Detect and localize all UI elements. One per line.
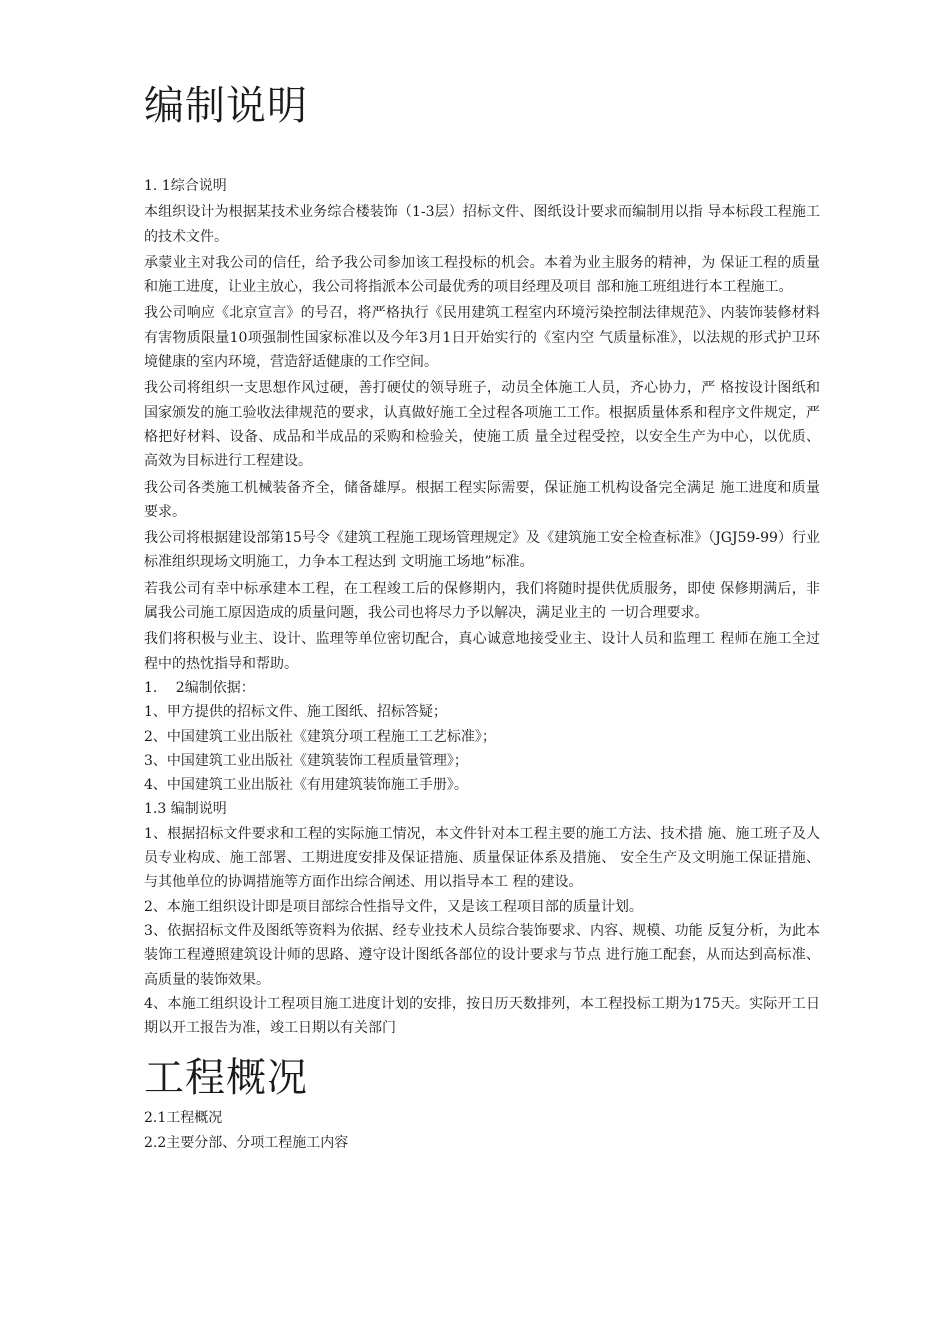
basis-item: 4、中国建筑工业出版社《有用建筑装饰施工手册》。 (144, 777, 468, 794)
overview-item: 2.2主要分部、分项工程施工内容 (144, 1134, 349, 1151)
basis-item: 2、中国建筑工业出版社《建筑分项工程施工工艺标准》； (144, 728, 496, 745)
section-title-compilation: 编制说明 (144, 83, 308, 129)
basis-item: 3、中国建筑工业出版社《建筑装饰工程质量管理》； (144, 752, 468, 769)
note-item: 2、本施工组织设计即是项目部综合性指导文件，又是该工程项目部的质量计划。 (144, 898, 643, 915)
paragraph: 我们将积极与业主、设计、监理等单位密切配合，真心诚意地接受业主、设计人员和监理工 程师在施工全过程中的热忱指导和帮助。 (144, 631, 820, 672)
subheading-general: 1. 1综合说明 (144, 178, 227, 194)
paragraph: 我公司响应《北京宣言》的号召，将严格执行《民用建筑工程室内环境污染控制法律规范》、内装饰装修材料有害物质限量10项强制性国家标准以及今年3月1日开始实行的《室内空 气质量标准》，以法规的形式护卫环境健康的室内环境，营造舒适健康的工作空间。 (144, 305, 820, 371)
note-item: 4、本施工组织设计工程项目施工进度计划的安排，按日历天数排列，本工程投标工期为175天。实际开工日期以开工报告为准，竣工日期以有关部门 (144, 995, 820, 1037)
document-page (144, 78, 820, 1155)
paragraph: 若我公司有幸中标承建本工程，在工程竣工后的保修期内，我们将随时提供优质服务，即使 保修期满后，非属我公司施工原因造成的质量问题，我公司也将尽力予以解决，满足业主的 一切合理要求。 (144, 580, 820, 622)
overview-item: 2.1工程概况 (144, 1110, 223, 1127)
paragraph: 承蒙业主对我公司的信任，给予我公司参加该工程投标的机会。本着为业主服务的精神，为 保证工程的质量和施工进度，让业主放心，我公司将指派本公司最优秀的项目经理及项目 部和施工班组进行本工程施工。 (144, 254, 820, 296)
subheading-notes: 1.3 编制说明 (144, 801, 227, 818)
paragraph: 本组织设计为根据某技术业务综合楼装饰（1-3层）招标文件、图纸设计要求而编制用以指 导本标段工程施工的技术文件。 (144, 204, 820, 245)
subheading-basis: 1. 2编制依据： (144, 679, 255, 696)
paragraph: 我公司各类施工机械装备齐全，储备雄厚。根据工程实际需要，保证施工机构设备完全满足 施工进度和质量要求。 (144, 479, 820, 520)
note-item: 1、根据招标文件要求和工程的实际施工情况，本文件针对本工程主要的施工方法、技术措 施、施工班子及人员专业构成、施工部署、工期进度安排及保证措施、质量保证体系及措施、 安全生产及文明施工保证措施、与其他单位的协调措施等方面作出综合阐述、用以指导本工 程的建设。 (144, 825, 820, 891)
note-item: 3、依据招标文件及图纸等资料为依据、经专业技术人员综合装饰要求、内容、规模、功能 反复分析，为此本装饰工程遵照建筑设计师的思路、遵守设计图纸各部位的设计要求与节点 进行施工配套，从而达到高标准、高质量的装饰效果。 (144, 922, 820, 988)
paragraph: 我公司将组织一支思想作风过硬，善打硬仗的领导班子，动员全体施工人员，齐心协力，严 格按设计图纸和国家颁发的施工验收法律规范的要求，认真做好施工全过程各项施工工作。根据质量体系和程序文件规定，严格把好材料、设备、成品和半成品的采购和检验关，使施工质 量全过程受控，以安全生产为中心，以优质、高效为目标进行工程建设。 (144, 380, 820, 470)
section-title-overview: 工程概况 (144, 1055, 308, 1102)
basis-item: 1、甲方提供的招标文件、施工图纸、招标答疑； (144, 704, 447, 721)
paragraph: 我公司将根据建设部第15号令《建筑工程施工现场管理规定》及《建筑施工安全检查标准》（JGJ59-99）行业标准组织现场文明施工，力争本工程达到 文明施工场地”标准。 (144, 530, 820, 571)
